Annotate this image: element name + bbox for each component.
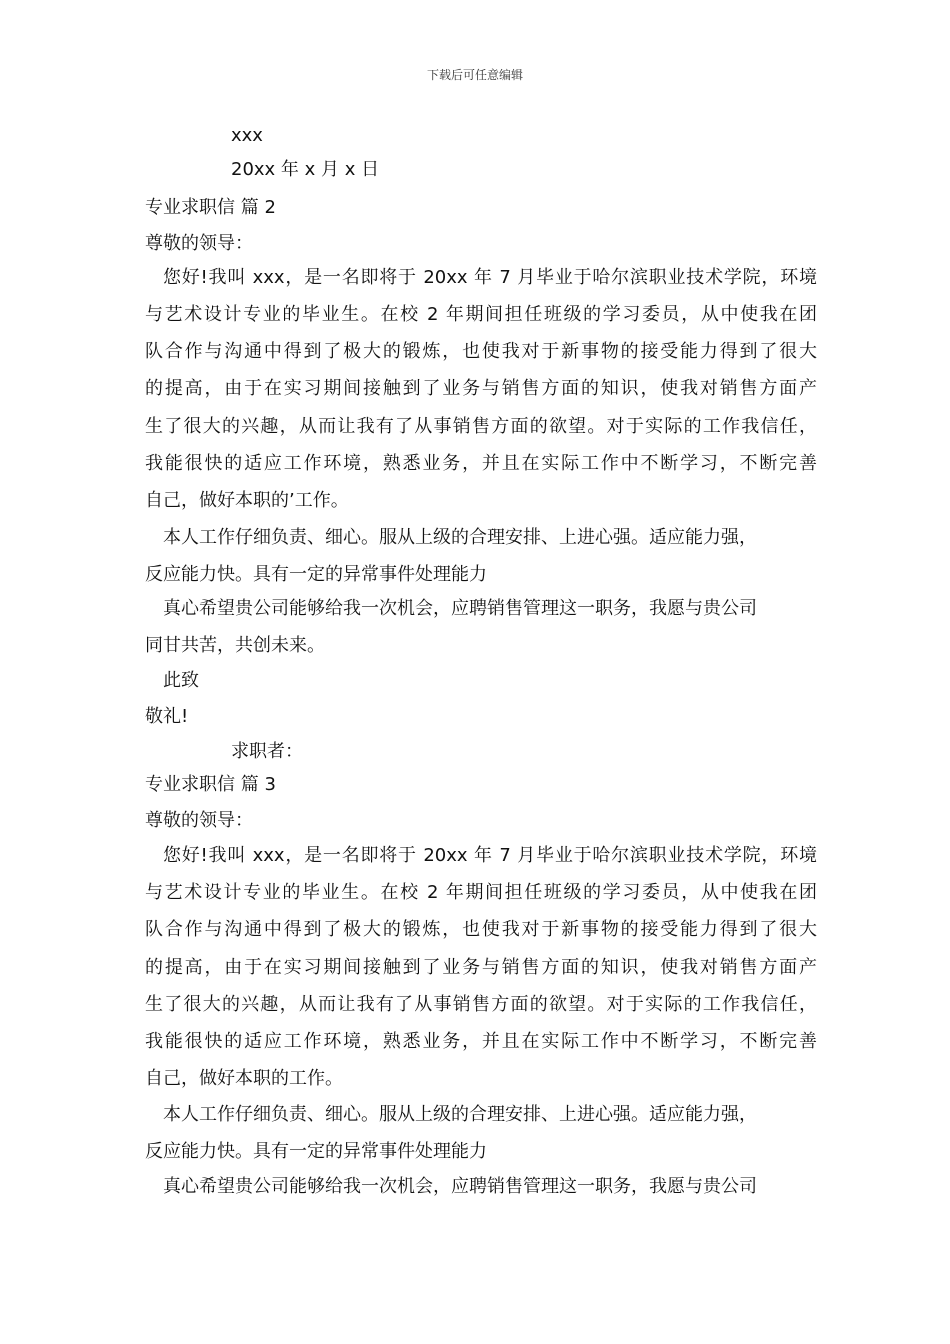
body-line: 生了很大的兴趣，从而让我有了从事销售方面的欲望。对于实际的工作我信任， (145, 416, 817, 437)
closing-line: 此致 (163, 670, 199, 691)
body-line: 真心希望贵公司能够给我一次机会，应聘销售管理这一职务，我愿与贵公司 (163, 1176, 757, 1197)
body-line: 队合作与沟通中得到了极大的锻炼，也使我对于新事物的接受能力得到了很大 (145, 919, 817, 940)
section-title-3: 专业求职信 篇 3 (145, 774, 276, 795)
salutation: 尊敬的领导： (145, 810, 253, 831)
closing-line: 敬礼! (145, 706, 189, 727)
body-line: 您好!我叫 xxx，是一名即将于 20xx 年 7 月毕业于哈尔滨职业技术学院，环境 (163, 267, 817, 288)
body-line: 与艺术设计专业的毕业生。在校 2 年期间担任班级的学习委员，从中使我在团 (145, 882, 817, 903)
applicant-label: 求职者： (231, 741, 303, 762)
signature-date: 20xx 年 x 月 x 日 (231, 159, 380, 180)
body-line: 本人工作仔细负责、细心。服从上级的合理安排、上进心强。适应能力强， (163, 1104, 757, 1125)
body-line: 的提高，由于在实习期间接触到了业务与销售方面的知识，使我对销售方面产 (145, 957, 817, 978)
header-note: 下载后可任意编辑 (426, 68, 523, 82)
body-line: 的提高，由于在实习期间接触到了业务与销售方面的知识，使我对销售方面产 (145, 378, 817, 399)
body-line: 我能很快的适应工作环境，熟悉业务，并且在实际工作中不断学习，不断完善 (145, 453, 817, 474)
body-line: 我能很快的适应工作环境，熟悉业务，并且在实际工作中不断学习，不断完善 (145, 1031, 817, 1052)
body-line: 队合作与沟通中得到了极大的锻炼，也使我对于新事物的接受能力得到了很大 (145, 341, 817, 362)
body-line: 与艺术设计专业的毕业生。在校 2 年期间担任班级的学习委员，从中使我在团 (145, 304, 817, 325)
salutation: 尊敬的领导： (145, 233, 253, 254)
body-line: 自己，做好本职的’工作。 (145, 490, 349, 511)
body-line: 自己，做好本职的工作。 (145, 1068, 343, 1089)
body-line: 真心希望贵公司能够给我一次机会，应聘销售管理这一职务，我愿与贵公司 (163, 598, 757, 619)
signature-name: xxx (231, 125, 263, 146)
body-line: 本人工作仔细负责、细心。服从上级的合理安排、上进心强。适应能力强， (163, 527, 757, 548)
section-title-2: 专业求职信 篇 2 (145, 197, 276, 218)
body-line: 反应能力快。具有一定的异常事件处理能力 (145, 564, 487, 585)
body-line: 同甘共苦，共创未来。 (145, 635, 325, 656)
body-line: 反应能力快。具有一定的异常事件处理能力 (145, 1141, 487, 1162)
body-line: 您好!我叫 xxx，是一名即将于 20xx 年 7 月毕业于哈尔滨职业技术学院，环境 (163, 845, 817, 866)
body-line: 生了很大的兴趣，从而让我有了从事销售方面的欲望。对于实际的工作我信任， (145, 994, 817, 1015)
